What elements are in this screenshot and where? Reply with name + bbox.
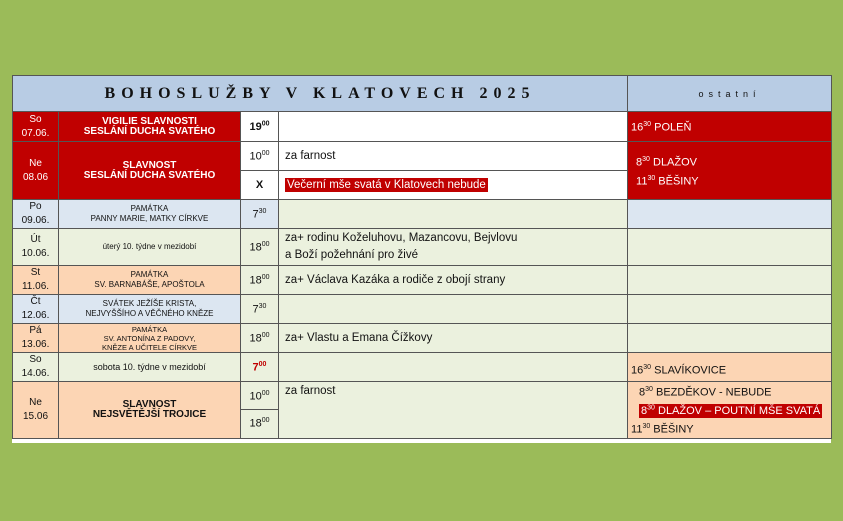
time-cell: $18^{00}$ — [241, 266, 279, 295]
feast-cell: PAMÁTKA SV. BARNABÁŠE, APOŠTOLA — [59, 266, 241, 295]
day-cell: Po 09.06. — [13, 200, 59, 229]
time-cell: $10^{00}$ X — [241, 142, 279, 200]
day-cell: Pá 13.06. — [13, 324, 59, 353]
feast-cell: SLAVNOST NEJSVĚTĚJŠÍ TROJICE — [59, 382, 241, 439]
other-cell — [628, 200, 832, 229]
table-row — [13, 229, 832, 266]
day-cell: St 11.06. — [13, 266, 59, 295]
schedule-sheet — [12, 75, 831, 443]
feast-cell: PAMÁTKA SV. ANTONÍNA Z PADOVY, KNĚZE A UČITELE CÍRKVE — [59, 324, 241, 353]
day-cell: So 14.06. — [13, 353, 59, 382]
day-cell: So 07.06. — [13, 112, 59, 142]
intention-cell: za farnost — [279, 382, 628, 439]
table-row — [13, 112, 832, 142]
time-cell: $7^{30}$ — [241, 200, 279, 229]
day-cell: Ne 08.06 — [13, 142, 59, 200]
other-cell: $8^{30}$ DLAŽOV $11^{30}$ BĚŠINY — [628, 142, 832, 200]
day-cell: Út 10.06. — [13, 229, 59, 266]
page-title: BOHOSLUŽBY V KLATOVECH 2025 — [13, 76, 628, 112]
table-row — [13, 324, 832, 353]
time-cell: $7^{00}$ — [241, 353, 279, 382]
table-row — [13, 295, 832, 324]
intention-cell — [279, 295, 628, 324]
intention-cell: za+ rodinu Koželuhovu, Mazancovu, Bejvlovu a Boží požehnání pro živé — [279, 229, 628, 266]
intention-cell — [279, 353, 628, 382]
intention-cell — [279, 200, 628, 229]
table-row — [13, 353, 832, 382]
day-cell: Ne 15.06 — [13, 382, 59, 439]
other-column-header: ostatní — [628, 76, 832, 112]
time-cell: $10^{00}$ $18^{00}$ — [241, 382, 279, 439]
other-cell: $16^{30}$ POLEŇ — [628, 112, 832, 142]
feast-cell: sobota 10. týdne v mezidobí — [59, 353, 241, 382]
feast-cell: PAMÁTKA PANNY MARIE, MATKY CÍRKVE — [59, 200, 241, 229]
header-row — [13, 76, 832, 112]
intention-cell — [279, 112, 628, 142]
time-cell: $7^{30}$ — [241, 295, 279, 324]
intention-cell: za+ Vlastu a Emana Čížkovy — [279, 324, 628, 353]
other-cell — [628, 266, 832, 295]
feast-cell: VIGILIE SLAVNOSTI SESLÁNÍ DUCHA SVATÉHO — [59, 112, 241, 142]
other-cell — [628, 324, 832, 353]
other-cell: $8^{30}$ BEZDĚKOV - NEBUDE $8^{30}$ DLAŽOV – POUTNÍ MŠE SVATÁ $11^{30}$ BĚŠINY — [628, 382, 832, 439]
feast-cell: úterý 10. týdne v mezidobí — [59, 229, 241, 266]
schedule-table — [12, 75, 832, 439]
time-cell: $18^{00}$ — [241, 324, 279, 353]
feast-cell: SLAVNOST SESLÁNÍ DUCHA SVATÉHO — [59, 142, 241, 200]
time-cell: $18^{00}$ — [241, 229, 279, 266]
table-row — [13, 266, 832, 295]
intention-cell: za+ Václava Kazáka a rodiče z obojí strany — [279, 266, 628, 295]
other-cell — [628, 295, 832, 324]
table-row — [13, 200, 832, 229]
time-cell: $19^{00}$ — [241, 112, 279, 142]
table-row — [13, 382, 832, 439]
other-cell: $16^{30}$ SLAVÍKOVICE — [628, 353, 832, 382]
day-cell: Čt 12.06. — [13, 295, 59, 324]
other-cell — [628, 229, 832, 266]
intention-cell: za farnost Večerní mše svatá v Klatovech nebude — [279, 142, 628, 200]
feast-cell: SVÁTEK JEŽÍŠE KRISTA, NEJVYŠŠÍHO A VĚČNÉHO KNĚZE — [59, 295, 241, 324]
table-row — [13, 142, 832, 200]
